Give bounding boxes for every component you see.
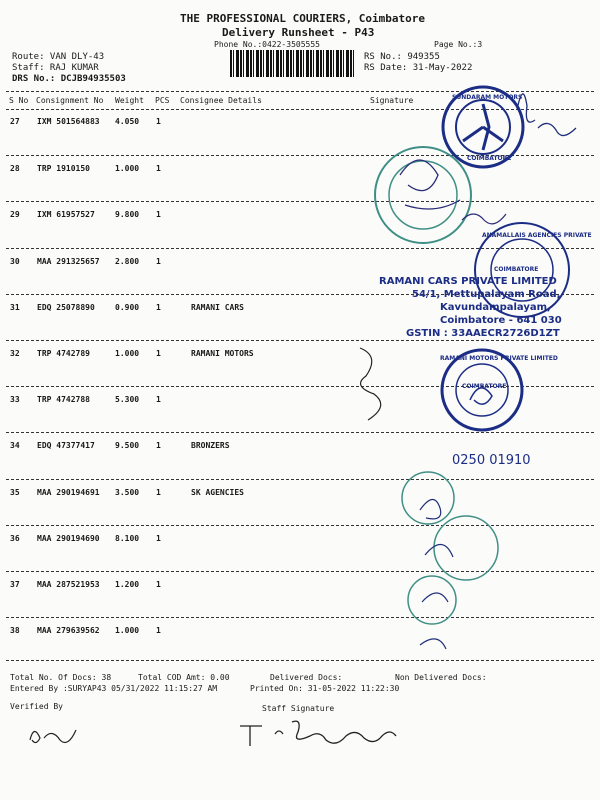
row-sno: 31	[10, 303, 20, 312]
anamallais-stamp-city: COIMBATORE	[494, 266, 539, 273]
ramani-motors-stamp-name: RAMANI MOTORS PRIVATE LIMITED	[440, 355, 558, 362]
rs-number: RS No.: 949355	[364, 52, 440, 62]
row-pcs: 1	[156, 626, 161, 635]
printed-on: Printed On: 31-05-2022 11:22:30	[250, 684, 400, 693]
row-consignee: SK AGENCIES	[191, 488, 244, 497]
row-consignment: IXM 501564883	[37, 117, 100, 126]
row-weight: 1.000	[115, 626, 140, 635]
row-sno: 38	[10, 626, 20, 635]
row-weight: 9.500	[115, 441, 140, 450]
row-weight: 1.200	[115, 580, 140, 589]
row-sno: 29	[10, 210, 20, 219]
phone-number: Phone No.:0422-3505555	[214, 40, 320, 49]
column-header-consignment: Consignment No	[36, 96, 104, 105]
row-consignment: MAA 291325657	[37, 257, 100, 266]
row-pcs: 1	[156, 303, 161, 312]
green-small-stamps	[402, 472, 498, 624]
row-sno: 27	[10, 117, 20, 126]
row-sno: 30	[10, 257, 20, 266]
row-weight: 9.800	[115, 210, 140, 219]
row-pcs: 1	[156, 349, 161, 358]
ramani-address-line1: RAMANI CARS PRIVATE LIMITED	[379, 276, 557, 287]
row-weight: 2.800	[115, 257, 140, 266]
rs-date: RS Date: 31-May-2022	[364, 63, 473, 73]
column-header-signature: Signature	[370, 96, 414, 105]
row-weight: 1.000	[115, 349, 140, 358]
row-pcs: 1	[156, 395, 161, 404]
row-consignee: RAMANI CARS	[191, 303, 244, 312]
row-sno: 33	[10, 395, 20, 404]
row-pcs: 1	[156, 164, 161, 173]
non-delivered-docs: Non Delivered Docs:	[395, 673, 487, 682]
sundaram-stamp-city: COIMBATORE	[467, 155, 512, 162]
row-consignment: IXM 61957527	[37, 210, 95, 219]
row-consignment: TRP 1910150	[37, 164, 90, 173]
row-weight: 8.100	[115, 534, 140, 543]
total-cod: Total COD Amt: 0.00	[138, 673, 230, 682]
verified-by-signature	[30, 730, 76, 743]
staff-signature	[240, 721, 396, 746]
ramani-motors-stamp	[442, 350, 522, 430]
row-pcs: 1	[156, 117, 161, 126]
signature-scribble	[400, 160, 460, 209]
signature-scribble	[462, 214, 506, 224]
green-round-stamp	[375, 147, 471, 243]
row-consignment: MAA 290194691	[37, 488, 100, 497]
row-weight: 3.500	[115, 488, 140, 497]
row-consignee: BRONZERS	[191, 441, 230, 450]
row-pcs: 1	[156, 441, 161, 450]
anamallais-stamp-name: ANAMALLAIS AGENCIES PRIVATE	[482, 232, 592, 239]
column-header-weight: Weight	[115, 96, 144, 105]
row-weight: 1.000	[115, 164, 140, 173]
row-weight: 0.900	[115, 303, 140, 312]
row-consignment: EDQ 47377417	[37, 441, 95, 450]
row-pcs: 1	[156, 257, 161, 266]
ramani-gstin: GSTIN : 33AAECR2726D1ZT	[406, 328, 560, 339]
row-consignment: MAA 290194690	[37, 534, 100, 543]
handwritten-date	[517, 94, 576, 136]
column-header-sno: S No	[9, 96, 29, 105]
row-sno: 37	[10, 580, 20, 589]
total-docs: Total No. Of Docs: 38	[10, 673, 112, 682]
row-consignment: TRP 4742789	[37, 349, 90, 358]
delivered-docs: Delivered Docs:	[270, 673, 343, 682]
row-weight: 5.300	[115, 395, 140, 404]
route-label: Route: VAN DLY-43	[12, 52, 105, 62]
row-consignment: MAA 279639562	[37, 626, 100, 635]
handwritten-mark	[360, 348, 381, 420]
document-title: THE PROFESSIONAL COURIERS, Coimbatore	[180, 12, 426, 25]
row-sno: 28	[10, 164, 20, 173]
ramani-address-line3: Kavundampalayam,	[440, 302, 551, 313]
row-sno: 32	[10, 349, 20, 358]
entered-by: Entered By :SURYAP43 05/31/2022 11:15:27 AM	[10, 684, 218, 693]
verified-by-label: Verified By	[10, 702, 63, 711]
row-sno: 36	[10, 534, 20, 543]
drs-number: DRS No.: DCJB94935503	[12, 74, 126, 84]
ramani-address-line2: 54/1, Mettupalayam Road,	[412, 289, 561, 300]
staff-signature-label: Staff Signature	[262, 704, 335, 713]
handwritten-number: 0250 01910	[452, 453, 531, 468]
ramani-address-line4: Coimbatore - 641 030	[440, 315, 562, 326]
document-subtitle: Delivery Runsheet - P43	[222, 26, 375, 39]
row-consignment: TRP 4742788	[37, 395, 90, 404]
row-pcs: 1	[156, 580, 161, 589]
page-number: Page No.:3	[434, 40, 483, 49]
column-header-consignee: Consignee Details	[180, 96, 262, 105]
row-pcs: 1	[156, 210, 161, 219]
row-pcs: 1	[156, 488, 161, 497]
sundaram-stamp-name: SUNDARAM MOTORS	[452, 94, 523, 101]
row-consignment: EDQ 25078890	[37, 303, 95, 312]
row-weight: 4.050	[115, 117, 140, 126]
row-consignment: MAA 287521953	[37, 580, 100, 589]
row-pcs: 1	[156, 534, 161, 543]
row-sno: 34	[10, 441, 20, 450]
column-header-pcs: PCS	[155, 96, 170, 105]
row-consignee: RAMANI MOTORS	[191, 349, 254, 358]
ramani-motors-stamp-city: COIMBATORE	[462, 383, 507, 390]
row-sno: 35	[10, 488, 20, 497]
staff-label: Staff: RAJ KUMAR	[12, 63, 99, 73]
